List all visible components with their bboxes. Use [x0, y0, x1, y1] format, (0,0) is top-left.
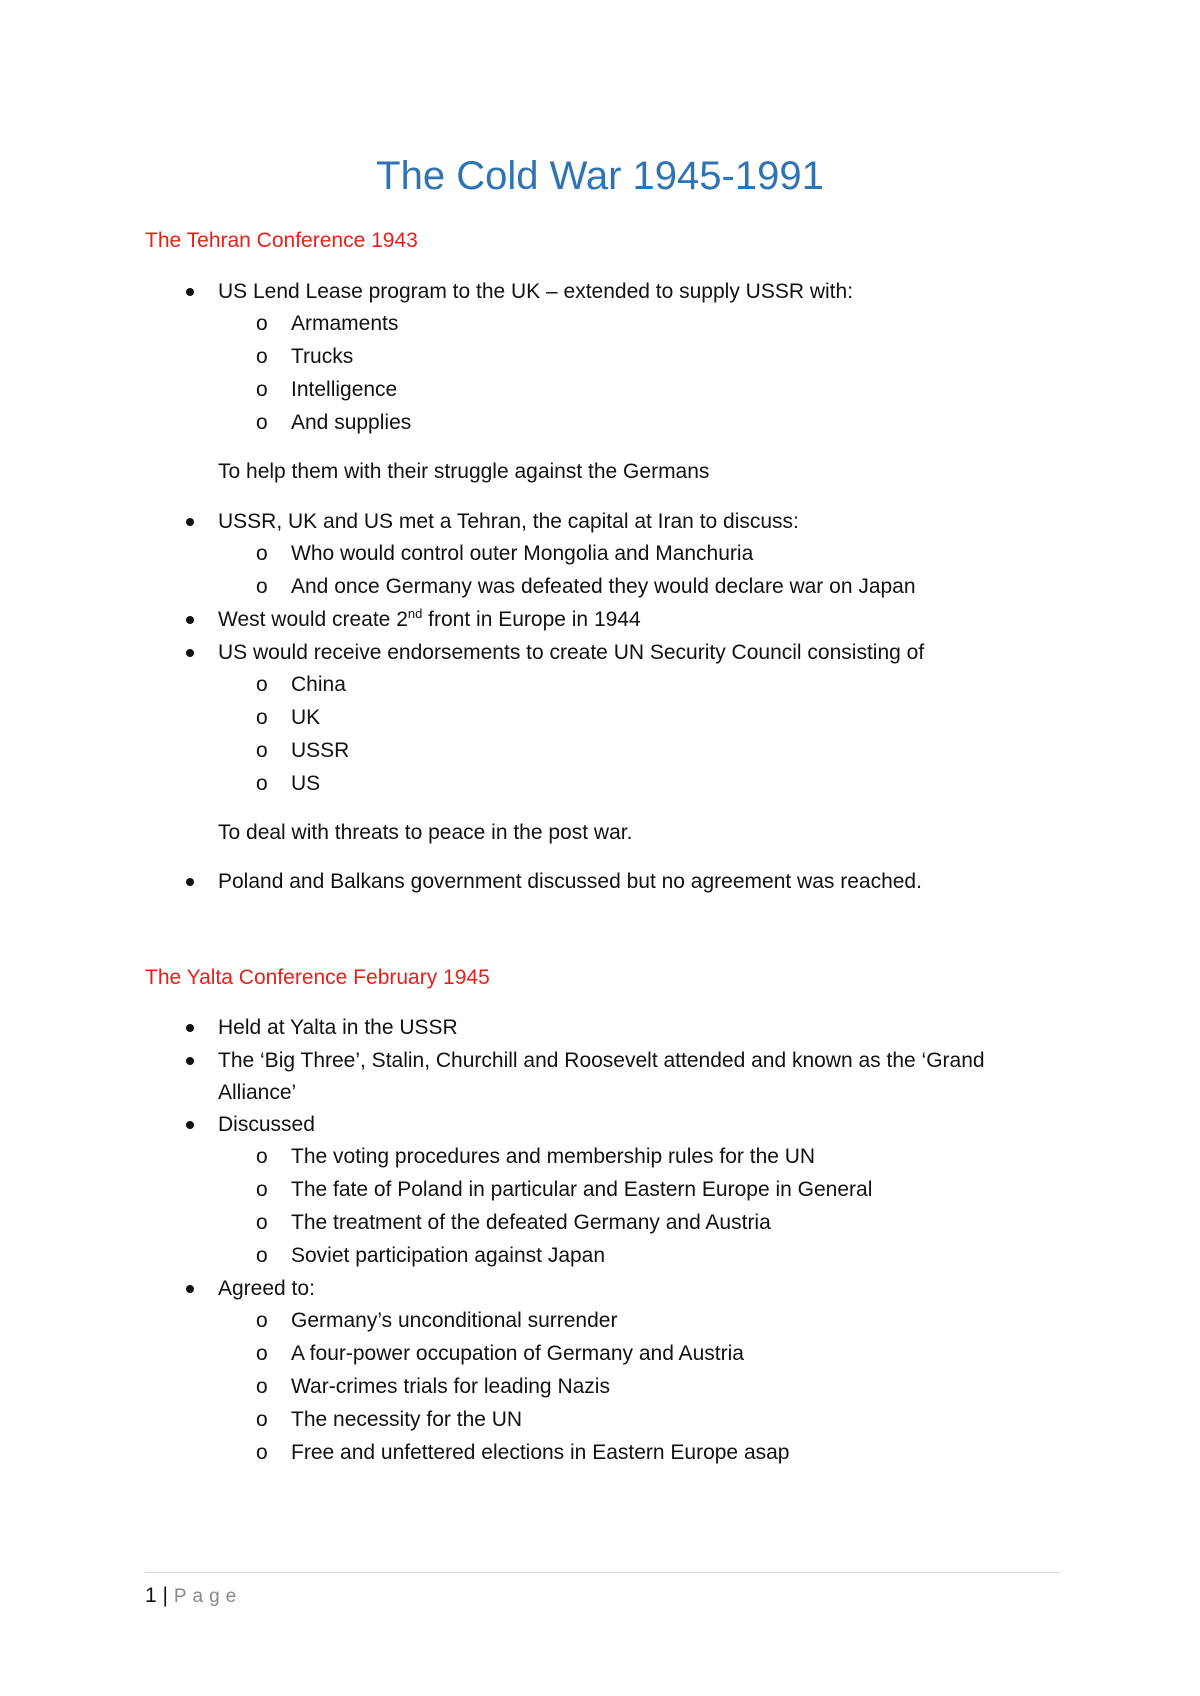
- bullet-icon: [186, 878, 194, 886]
- list-item: A four-power occupation of Germany and Austria: [291, 1342, 744, 1365]
- superscript: nd: [407, 606, 423, 621]
- section-heading-yalta: The Yalta Conference February 1945: [145, 966, 490, 989]
- circle-bullet-icon: o: [256, 1145, 268, 1168]
- list-item: Free and unfettered elections in Eastern Europe asap: [291, 1441, 790, 1464]
- bullet-icon: [186, 1057, 194, 1065]
- circle-bullet-icon: o: [256, 1178, 268, 1201]
- circle-bullet-icon: o: [256, 1211, 268, 1234]
- circle-bullet-icon: o: [256, 312, 268, 335]
- circle-bullet-icon: o: [256, 739, 268, 762]
- list-item-continuation: Alliance’: [218, 1081, 297, 1104]
- circle-bullet-icon: o: [256, 575, 268, 598]
- list-item: Agreed to:: [218, 1277, 315, 1300]
- circle-bullet-icon: o: [256, 378, 268, 401]
- list-item: The fate of Poland in particular and Eastern Europe in General: [291, 1178, 873, 1201]
- paragraph: To deal with threats to peace in the post war.: [218, 821, 633, 844]
- list-item: Poland and Balkans government discussed but no agreement was reached.: [218, 870, 922, 893]
- circle-bullet-icon: o: [256, 1441, 268, 1464]
- bullet-icon: [186, 1024, 194, 1032]
- bullet-icon: [186, 518, 194, 526]
- list-item: War-crimes trials for leading Nazis: [291, 1375, 610, 1398]
- list-item: Who would control outer Mongolia and Manchuria: [291, 542, 754, 565]
- circle-bullet-icon: o: [256, 542, 268, 565]
- list-item: The treatment of the defeated Germany and Austria: [291, 1211, 771, 1234]
- list-item-text: West would create 2: [218, 608, 408, 631]
- circle-bullet-icon: o: [256, 772, 268, 795]
- list-item: And once Germany was defeated they would declare war on Japan: [291, 575, 916, 598]
- list-item: [218, 606, 641, 634]
- page-number: 1: [145, 1584, 157, 1607]
- list-item: Discussed: [218, 1113, 315, 1136]
- circle-bullet-icon: o: [256, 1309, 268, 1332]
- list-item: The necessity for the UN: [291, 1408, 523, 1431]
- circle-bullet-icon: o: [256, 673, 268, 696]
- circle-bullet-icon: o: [256, 1375, 268, 1398]
- bullet-icon: [186, 649, 194, 657]
- footer-divider: [145, 1572, 1060, 1573]
- list-item: China: [291, 673, 346, 696]
- list-item: Germany’s unconditional surrender: [291, 1309, 618, 1332]
- list-item: USSR, UK and US met a Tehran, the capital at Iran to discuss:: [218, 510, 799, 533]
- list-item: The voting procedures and membership rules for the UN: [291, 1145, 816, 1168]
- list-item: Held at Yalta in the USSR: [218, 1016, 458, 1039]
- list-item: Intelligence: [291, 378, 398, 401]
- list-item: The ‘Big Three’, Stalin, Churchill and Roosevelt attended and known as the ‘Grand: [218, 1049, 985, 1072]
- circle-bullet-icon: o: [256, 1342, 268, 1365]
- list-item: USSR: [291, 739, 350, 762]
- circle-bullet-icon: o: [256, 345, 268, 368]
- circle-bullet-icon: o: [256, 706, 268, 729]
- page-label: Page: [173, 1586, 243, 1607]
- circle-bullet-icon: o: [256, 411, 268, 434]
- bullet-icon: [186, 1285, 194, 1293]
- bullet-icon: [186, 616, 194, 624]
- list-item: UK: [291, 706, 321, 729]
- list-item-text: front in Europe in 1944: [422, 608, 641, 631]
- list-item: And supplies: [291, 411, 412, 434]
- footer-separator: |: [162, 1584, 168, 1607]
- list-item: Armaments: [291, 312, 399, 335]
- section-heading-tehran: The Tehran Conference 1943: [145, 229, 418, 252]
- list-item: Trucks: [291, 345, 354, 368]
- circle-bullet-icon: o: [256, 1244, 268, 1267]
- page-footer: [145, 1582, 242, 1611]
- list-item: Soviet participation against Japan: [291, 1244, 606, 1267]
- bullet-icon: [186, 288, 194, 296]
- circle-bullet-icon: o: [256, 1408, 268, 1431]
- paragraph: To help them with their struggle against the Germans: [218, 460, 710, 483]
- list-item: US would receive endorsements to create UN Security Council consisting of: [218, 641, 925, 664]
- page-title: The Cold War 1945-1991: [376, 154, 824, 198]
- list-item: US: [291, 772, 321, 795]
- bullet-icon: [186, 1121, 194, 1129]
- list-item: US Lend Lease program to the UK – extended to supply USSR with:: [218, 280, 854, 303]
